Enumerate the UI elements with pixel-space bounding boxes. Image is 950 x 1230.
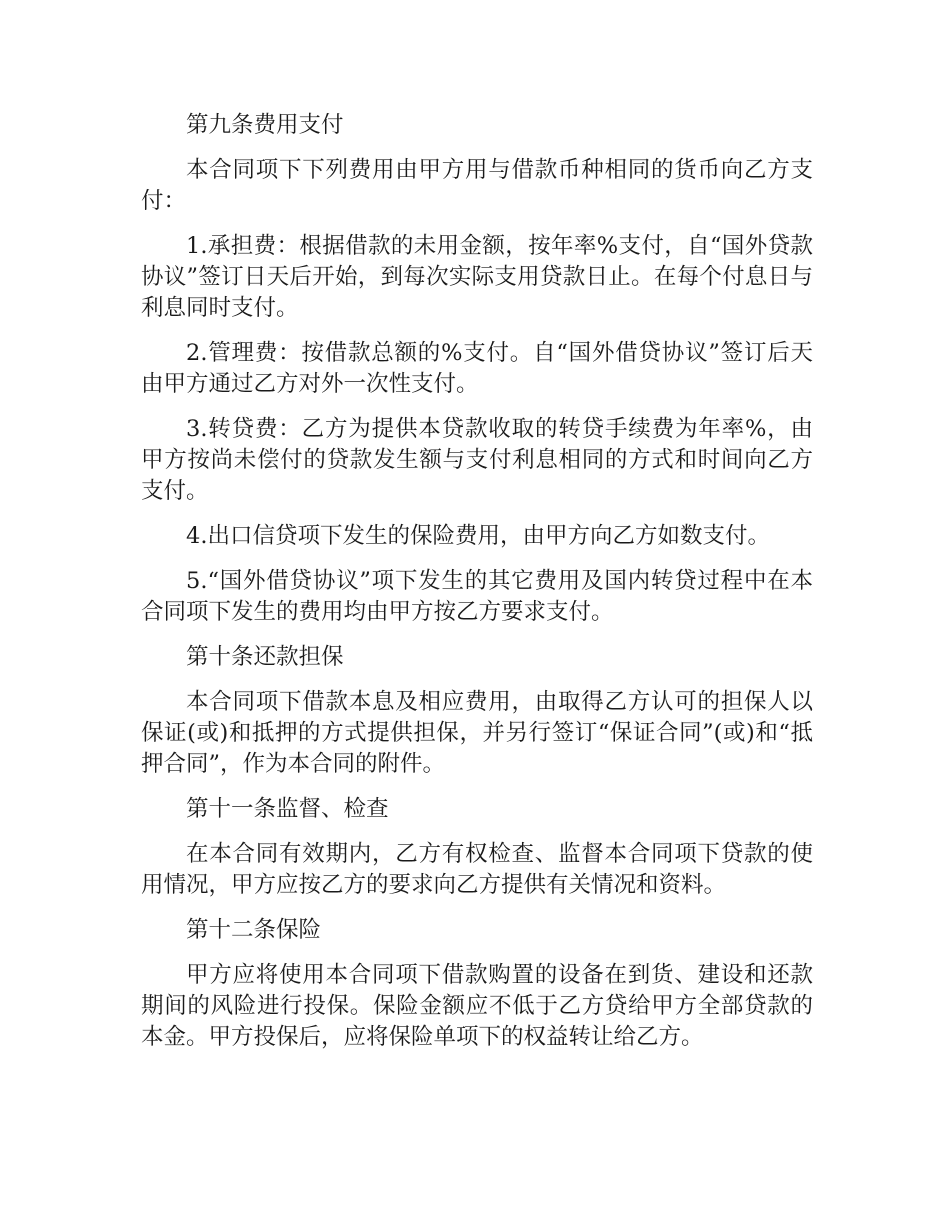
article-9-heading: 第九条费用支付	[186, 112, 344, 138]
document-body	[141, 110, 813, 1067]
article-11-heading: 第十一条监督、检查	[186, 796, 389, 822]
article-12-body: 甲方应将使用本合同项下借款购置的设备在到货、建设和还款期间的风险进行投保。保险金额应不低于乙方贷给甲方全部贷款的本金。甲方投保后，应将保险单项下的权益转让给乙方。	[141, 962, 813, 1050]
article-10-body: 本合同项下借款本息及相应费用，由取得乙方认可的担保人以保证(或)和抵押的方式提供担保，并另行签订“保证合同”(或)和“抵押合同”，作为本合同的附件。	[141, 689, 813, 777]
article-9-item-3: 3.转贷费：乙方为提供本贷款收取的转贷手续费为年率%，由甲方按尚未偿付的贷款发生额与支付利息相同的方式和时间向乙方支付。	[141, 416, 813, 504]
article-11-body: 在本合同有效期内，乙方有权检查、监督本合同项下贷款的使用情况，甲方应按乙方的要求向乙方提供有关情况和资料。	[141, 841, 813, 898]
article-9-item-1: 1.承担费：根据借款的未用金额，按年率%支付，自“国外贷款协议”签订日天后开始，到每次实际支用贷款日止。在每个付息日与利息同时支付。	[141, 233, 813, 321]
article-9-intro: 本合同项下下列费用由甲方用与借款币种相同的货币向乙方支付：	[141, 157, 813, 214]
article-12-heading: 第十二条保险	[186, 917, 322, 943]
article-9-item-2: 2.管理费：按借款总额的%支付。自“国外借贷协议”签订后天由甲方通过乙方对外一次性支付。	[141, 340, 813, 397]
article-9-item-4: 4.出口信贷项下发生的保险费用，由甲方向乙方如数支付。	[186, 523, 770, 549]
article-9-item-5: 5.“国外借贷协议”项下发生的其它费用及国内转贷过程中在本合同项下发生的费用均由甲方按乙方要求支付。	[141, 568, 813, 625]
article-10-heading: 第十条还款担保	[186, 644, 344, 670]
